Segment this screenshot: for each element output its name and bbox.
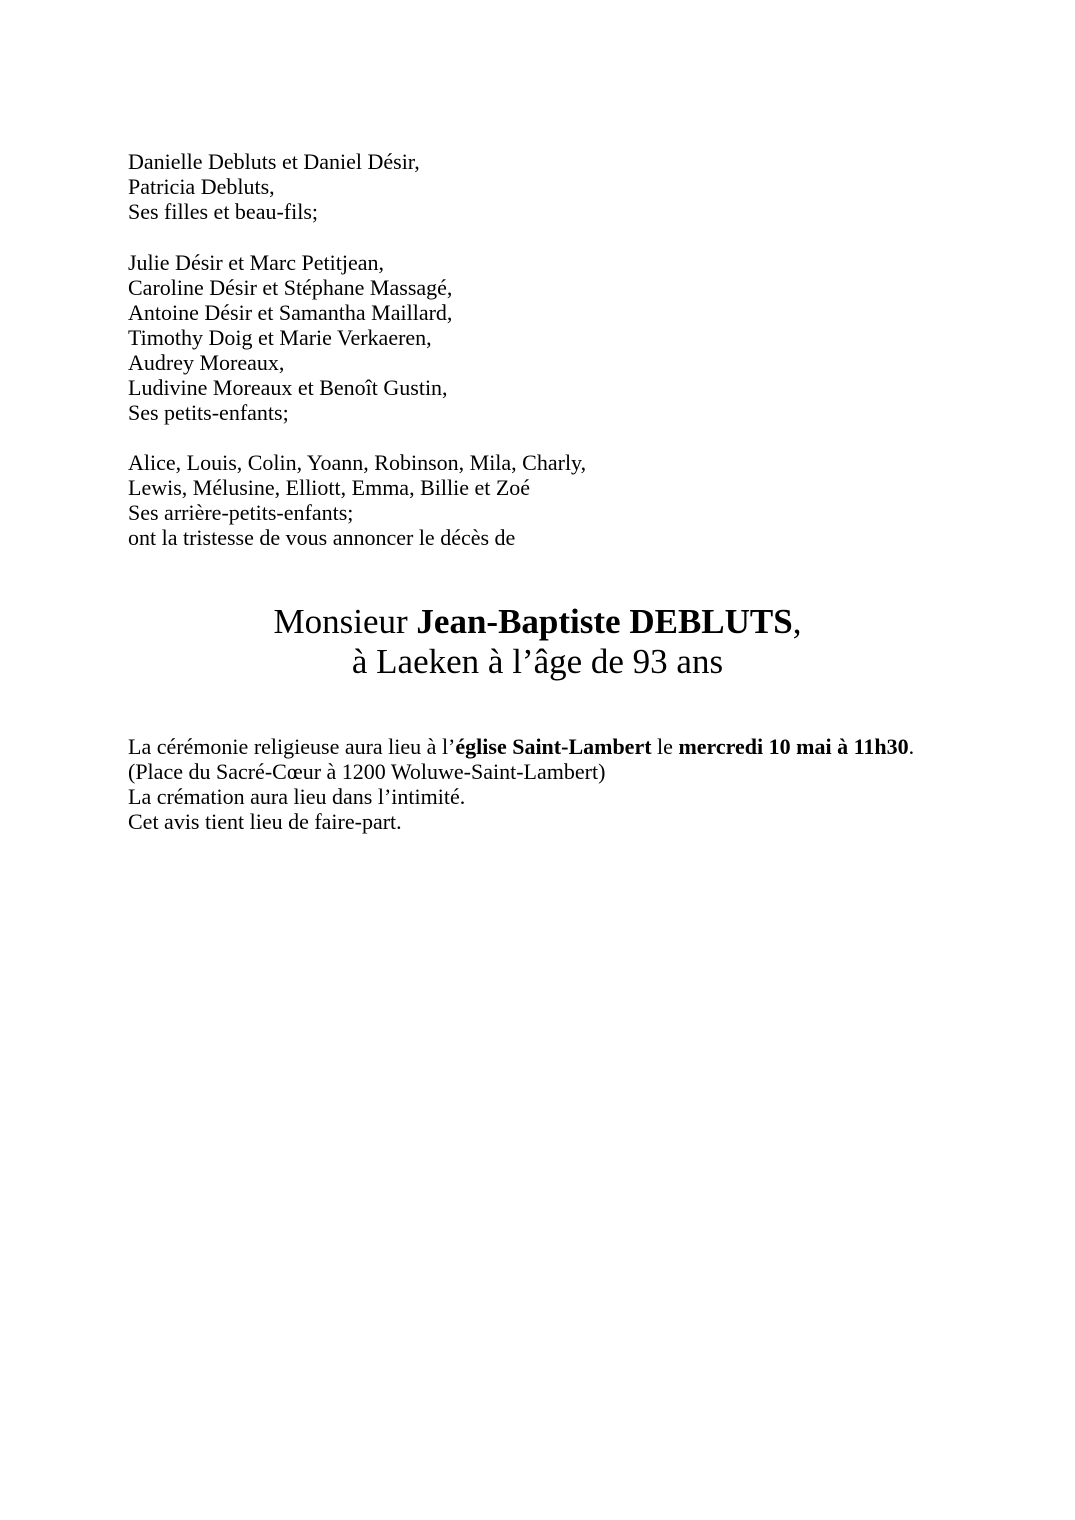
great-grandchildren-line: Alice, Louis, Colin, Yoann, Robinson, Mila, Charly, bbox=[128, 450, 587, 475]
daughters-line: Patricia Debluts, bbox=[128, 174, 275, 199]
great-grandchildren-line: Lewis, Mélusine, Elliott, Emma, Billie et Zoé bbox=[128, 475, 531, 500]
deceased-name: Jean-Baptiste DEBLUTS bbox=[416, 602, 793, 641]
deceased-title-block bbox=[128, 602, 947, 682]
ceremony-block bbox=[128, 734, 947, 784]
ceremony-text: le bbox=[651, 734, 679, 759]
grandchildren-line: Ludivine Moreaux et Benoît Gustin, bbox=[128, 375, 448, 400]
ceremony-datetime: mercredi 10 mai à 11h30 bbox=[678, 734, 909, 759]
ceremony-text: La cérémonie religieuse aura lieu à l’ bbox=[128, 734, 456, 759]
deceased-title-suffix: , bbox=[792, 602, 802, 641]
ceremony-address-line: (Place du Sacré-Cœur à 1200 Woluwe-Saint-Lambert) bbox=[128, 759, 606, 784]
grandchildren-line: Audrey Moreaux, bbox=[128, 350, 285, 375]
ceremony-church: église Saint-Lambert bbox=[455, 734, 652, 759]
grandchildren-list bbox=[128, 250, 947, 400]
grandchildren-line: Caroline Désir et Stéphane Massagé, bbox=[128, 275, 453, 300]
cremation-line: La crémation aura lieu dans l’intimité. bbox=[128, 784, 466, 809]
closing-line: Cet avis tient lieu de faire-part. bbox=[128, 809, 402, 834]
grandchildren-relation-label: Ses petits-enfants; bbox=[128, 400, 289, 425]
great-grandchildren-list bbox=[128, 450, 947, 500]
announcement-line: ont la tristesse de vous annoncer le décès de bbox=[128, 525, 516, 550]
grandchildren-line: Julie Désir et Marc Petitjean, bbox=[128, 250, 384, 275]
ceremony-line bbox=[128, 734, 947, 759]
deceased-details-line: à Laeken à l’âge de 93 ans bbox=[351, 642, 724, 681]
grandchildren-line: Antoine Désir et Samantha Maillard, bbox=[128, 300, 453, 325]
ceremony-text: . bbox=[908, 734, 915, 759]
deceased-name-line bbox=[128, 602, 947, 642]
daughters-relation-label: Ses filles et beau-fils; bbox=[128, 199, 319, 224]
great-grandchildren-relation-label: Ses arrière-petits-enfants; bbox=[128, 500, 354, 525]
deceased-title-prefix: Monsieur bbox=[273, 602, 417, 641]
grandchildren-line: Timothy Doig et Marie Verkaeren, bbox=[128, 325, 432, 350]
daughters-line: Danielle Debluts et Daniel Désir, bbox=[128, 149, 420, 174]
